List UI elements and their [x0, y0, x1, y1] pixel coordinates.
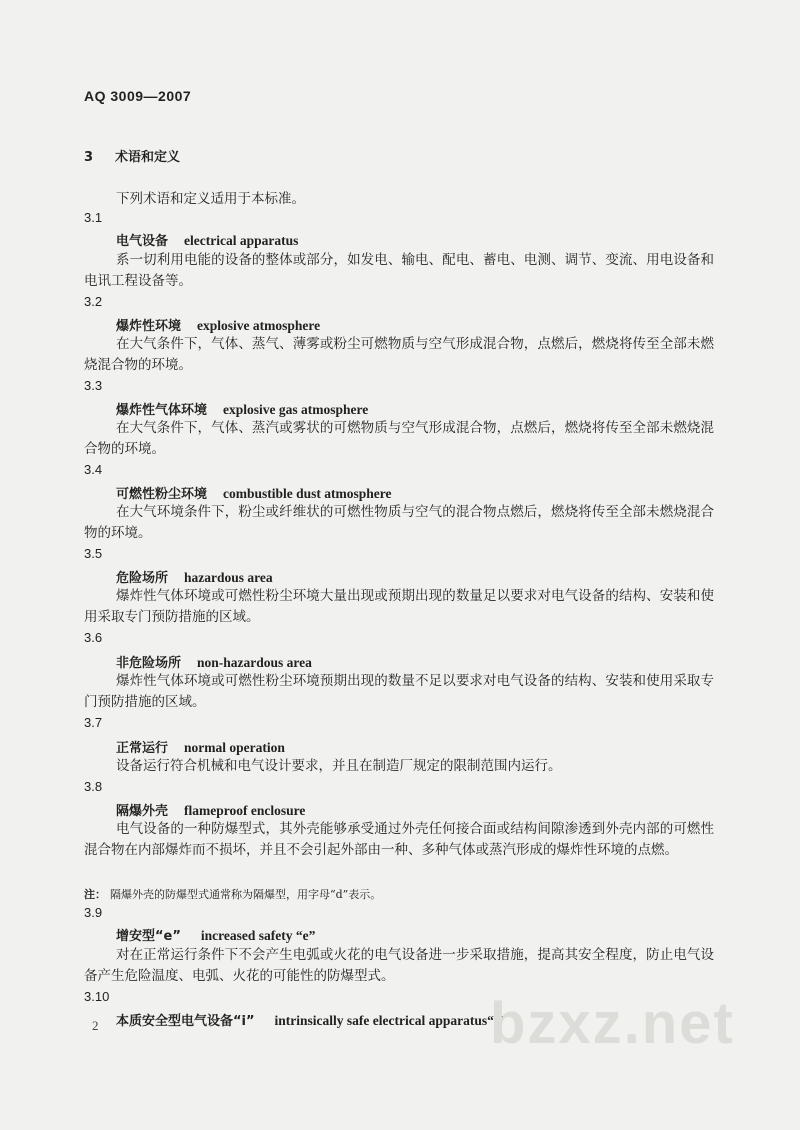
term-definition: 爆炸性气体环境或可燃性粉尘环境预期出现的数量不足以要求对电气设备的结构、安装和使用采取专门预防措施的区域。	[84, 673, 714, 710]
term-number: 3.4	[84, 462, 103, 477]
term-heading	[116, 737, 285, 756]
term-en: non-hazardous area	[197, 655, 312, 670]
term-definition: 在大气条件下，气体、蒸气、薄雾或粉尘可燃物质与空气形成混合物，点燃后，燃烧将传至全部未燃烧混合物的环境。	[84, 336, 714, 373]
section-number: 3	[84, 150, 94, 165]
term-number: 3.10	[84, 989, 110, 1004]
note-text: 隔爆外壳的防爆型式通常称为隔爆型，用字母“d”表示。	[110, 888, 382, 901]
term-heading	[116, 483, 392, 502]
term-en: hazardous area	[184, 570, 273, 585]
term-heading	[116, 652, 312, 671]
term-definition: 设备运行符合机械和电气设计要求，并且在制造厂规定的限制范围内运行。	[116, 758, 562, 774]
term-en: combustible dust atmosphere	[223, 486, 392, 501]
term-definition: 在大气环境条件下，粉尘或纤维状的可燃性物质与空气的混合物点燃后，燃烧将传至全部未燃烧混合物的环境。	[84, 504, 714, 541]
section-title: 术语和定义	[115, 150, 181, 165]
term-heading	[116, 315, 320, 334]
note-label: 注：	[84, 888, 106, 901]
term-zh: 非危险场所	[116, 656, 182, 671]
term-definition: 爆炸性气体环境或可燃性粉尘环境大量出现或预期出现的数量足以要求对电气设备的结构、安装和使用采取专门预防措施的区域。	[84, 588, 714, 625]
term-zh: 爆炸性环境	[116, 319, 182, 334]
term-en: flameproof enclosure	[184, 803, 306, 818]
term-zh: 电气设备	[116, 234, 169, 249]
term-en: normal operation	[184, 740, 285, 755]
term-definition: 对在正常运行条件下不会产生电弧或火花的电气设备进一步采取措施，提高其安全程度，防止电气设备产生危险温度、电弧、火花的可能性的防爆型式。	[84, 947, 714, 984]
term-number: 3.2	[84, 294, 103, 309]
term-number: 3.3	[84, 378, 103, 393]
term-zh: 危险场所	[116, 571, 169, 586]
term-note	[84, 886, 381, 902]
term-en: explosive gas atmosphere	[223, 402, 369, 417]
term-definition: 系一切利用电能的设备的整体或部分，如发电、输电、配电、蓄电、电测、调节、变流、用电设备和电讯工程设备等。	[84, 252, 714, 289]
page-number: 2	[92, 1018, 99, 1033]
section-heading	[84, 146, 180, 165]
term-heading	[116, 399, 368, 418]
term-number: 3.1	[84, 210, 103, 225]
intro-text: 下列术语和定义适用于本标准。	[116, 191, 305, 207]
term-definition: 电气设备的一种防爆型式，其外壳能够承受通过外壳任何接合面或结构间隙渗透到外壳内部的可燃性混合物在内部爆炸而不损坏，并且不会引起外部由一种、多种气体或蒸汽形成的爆炸性环境的点燃。	[84, 821, 714, 858]
standard-code: AQ 3009—2007	[84, 88, 192, 104]
term-zh: 增安型“e”	[116, 929, 181, 944]
term-number: 3.9	[84, 905, 103, 920]
term-zh: 本质安全型电气设备“i”	[116, 1014, 255, 1029]
term-zh: 正常运行	[116, 741, 169, 756]
term-number: 3.7	[84, 715, 103, 730]
term-zh: 隔爆外壳	[116, 804, 169, 819]
term-heading	[116, 1010, 504, 1029]
watermark: bzxz.net	[490, 991, 735, 1056]
term-en: explosive atmosphere	[197, 318, 321, 333]
term-number: 3.8	[84, 779, 103, 794]
term-zh: 可燃性粉尘环境	[116, 487, 208, 502]
term-heading	[116, 800, 305, 819]
term-heading	[116, 230, 298, 249]
term-heading	[116, 567, 273, 586]
term-definition: 在大气条件下，气体、蒸汽或雾状的可燃物质与空气形成混合物，点燃后，燃烧将传至全部未燃烧混合物的环境。	[84, 420, 714, 457]
term-zh: 爆炸性气体环境	[116, 403, 208, 418]
term-heading	[116, 925, 315, 944]
term-en: increased safety “e”	[200, 928, 316, 943]
term-en: electrical apparatus	[184, 233, 299, 248]
term-number: 3.5	[84, 546, 103, 561]
term-number: 3.6	[84, 630, 103, 645]
term-en: intrinsically safe electrical apparatus“i”	[274, 1013, 505, 1028]
